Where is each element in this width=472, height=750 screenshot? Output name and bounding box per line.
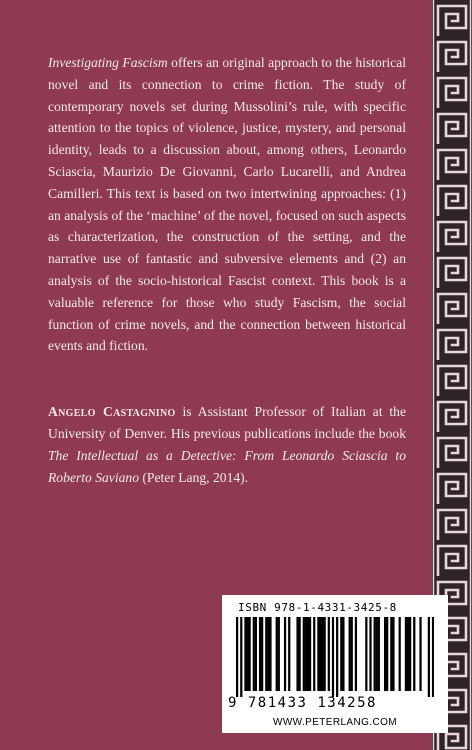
barcode-bar — [374, 617, 376, 691]
barcode-bar — [265, 617, 267, 691]
barcode-bar — [349, 617, 351, 691]
barcode-bar — [365, 617, 367, 691]
barcode-bar — [332, 617, 334, 697]
barcode-bar — [259, 617, 261, 691]
author-name: Angelo Castagnino — [48, 404, 176, 420]
barcode-bar — [261, 617, 263, 691]
blurb-text: offers an original approach to the historical novel and its connection to crime fiction. The study of contemporary novels set during Mussolini’s rule, with specific attention to the topics of violence, justice, mystery, and personal identity, leads to a discussion about, among others, Leonardo Sciascia, Maurizio De Giovanni, Carlo Lucarelli, and Andrea Camilleri. This text is based on two intertwining approaches: (1) an analysis of the ‘machine’ of the novel, focused on such aspects as characterization, the construction of the setting, and the narrative use of fantastic and subversive elements and (2) an analysis of the socio-historical Fascist context. This book is a valuable reference for those who study Fascism, the social function of crime novels, and the connection between historical events and fiction. — [48, 55, 406, 354]
barcode-bar — [369, 617, 371, 691]
barcode-bar — [321, 617, 323, 691]
barcode-bar — [253, 617, 255, 691]
bio-text-2: (Peter Lang, 2014). — [139, 469, 249, 485]
barcode-bar — [244, 617, 246, 691]
barcode-bar — [355, 617, 357, 691]
barcode-bar — [378, 617, 380, 691]
barcode-bar — [288, 617, 290, 691]
barcode-bar — [269, 617, 271, 691]
barcode-bar — [284, 617, 286, 691]
barcode-bar — [428, 617, 430, 697]
barcode-bar — [305, 617, 307, 691]
barcode-bar — [317, 617, 319, 691]
barcode-bar — [432, 617, 434, 697]
barcode-bar — [255, 617, 257, 691]
barcode-bar — [340, 617, 342, 691]
barcode-bar — [328, 617, 330, 691]
barcode-bar — [413, 617, 415, 691]
barcode-bar — [399, 617, 401, 691]
barcode-bar — [307, 617, 309, 691]
blurb-paragraph — [48, 52, 406, 357]
barcode-bar — [405, 617, 407, 691]
barcode-bar — [313, 617, 315, 691]
barcode-box — [222, 595, 448, 733]
barcode-bar — [309, 617, 311, 691]
publisher-url: WWW.PETERLANG.COM — [272, 717, 398, 728]
barcode-bar — [336, 617, 338, 697]
barcode-bar — [276, 617, 278, 691]
barcode-bar — [392, 617, 394, 691]
barcode-bar — [249, 617, 251, 691]
barcode-bar — [407, 617, 409, 691]
barcode-bar — [303, 617, 305, 691]
barcode-bar — [236, 617, 238, 697]
barcode-bar — [409, 617, 411, 691]
barcode-bar — [267, 617, 269, 691]
barcode-bar — [299, 617, 301, 691]
barcode-bar — [386, 617, 388, 691]
barcode-bar — [240, 617, 242, 697]
author-bio — [48, 401, 406, 488]
book-title-italic: Investigating Fascism — [48, 55, 168, 70]
barcode-bar — [246, 617, 248, 691]
barcode-bar — [278, 617, 280, 691]
ean-digits: 9 781433 134258 — [228, 695, 377, 711]
previous-book-title: The Intellectual as a Detective: From Leonardo Sciascia to Roberto Saviano — [48, 447, 406, 485]
barcode-bar — [390, 617, 392, 691]
barcode-bar — [351, 617, 353, 691]
bio-text-1: is Assistant Professor of Italian at the University of Denver. His previous publications include the book — [48, 404, 407, 441]
barcode-bar — [342, 617, 344, 691]
barcode-bars — [236, 617, 434, 697]
text-column — [48, 52, 406, 488]
barcode-bar — [296, 617, 298, 691]
barcode-bar — [384, 617, 386, 691]
barcode-bar — [319, 617, 321, 691]
isbn-number: ISBN 978-1-4331-3425-8 — [238, 601, 397, 614]
barcode-bar — [419, 617, 421, 691]
barcode-bar — [376, 617, 378, 691]
barcode-bar — [324, 617, 326, 691]
